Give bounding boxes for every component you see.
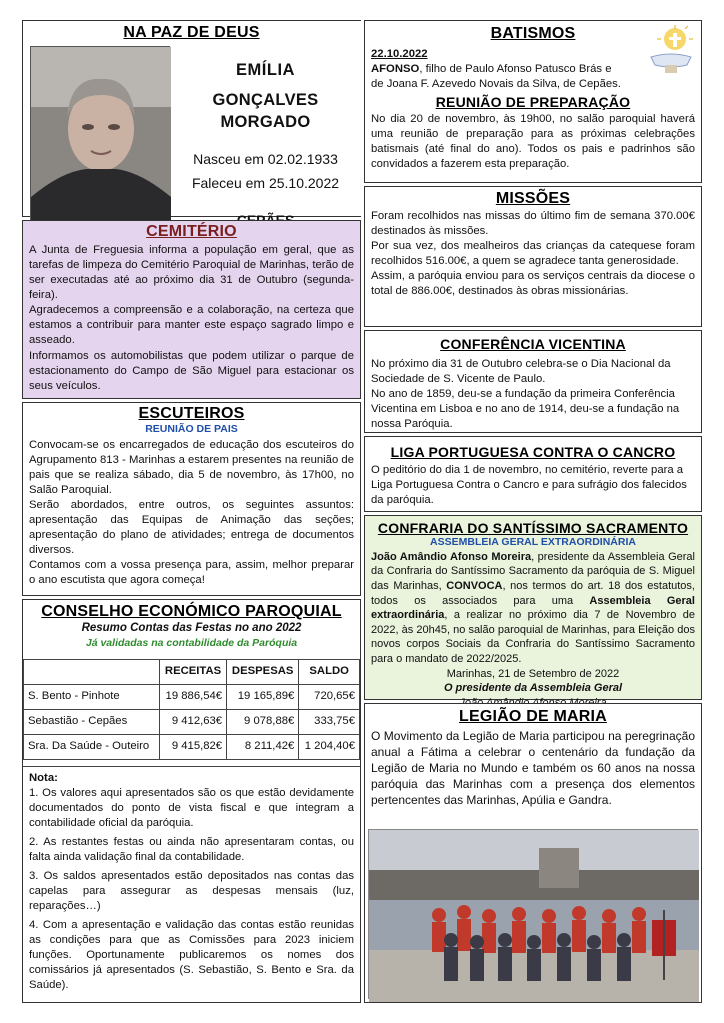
portrait-image — [31, 47, 171, 229]
baptism-name: AFONSO — [371, 63, 420, 76]
table-cell: 9 412,63€ — [160, 709, 227, 734]
vincentian-paragraph: No ano de 1859, deu-se a fundação da primeira Conferência Vicentina em Lisboa e no ano de 1914, deu-se a fundação na nossa Paróquia. — [371, 388, 680, 431]
table-row — [24, 709, 360, 734]
note-title: Nota: — [29, 771, 58, 784]
cemetery-paragraph: Agradecemos a compreensão e a colaboração, na certeza que estamos a contribuir para manter este espaço sagrado limpo e asseado. — [29, 304, 354, 347]
baptism-font-icon — [645, 25, 695, 75]
baptism-date: 22.10.2022 — [371, 48, 428, 61]
note-item: 1. Os valores aqui apresentados são os que estão devidamente documentados do ponto de vista fiscal e que integram a contabilidade oficial da paróquia. — [29, 786, 354, 829]
table-row — [24, 734, 360, 759]
scouts-box — [22, 402, 361, 596]
missions-paragraph: Por sua vez, dos mealheiros das crianças da catequese foram recolhidos 516.00€, a quem se agradece tanta generosidade. — [371, 240, 695, 268]
prep-meeting-text: No dia 20 de novembro, às 19h00, no salão paroquial haverá uma reunião de preparação para as próximas celebrações batismais (até final do ano). Todos os pais e padrinhos são convidados a fazerem esta preparação. — [371, 112, 695, 170]
table-cell: Sebastião - Cepães — [24, 709, 160, 734]
council-box — [22, 599, 361, 1003]
confraria-date: Marinhas, 21 de Setembro de 2022 — [446, 667, 620, 680]
table-cell: S. Bento - Pinhote — [24, 684, 160, 709]
deceased-last-name: GONÇALVES MORGADO — [212, 90, 319, 131]
cemetery-box — [22, 220, 361, 399]
table-cell: Sra. Da Saúde - Outeiro — [24, 734, 160, 759]
note-item: 4. Com a apresentação e validação das contas estão reunidas as condições para que as Comissões para 2023 iniciem funções. Oportunamente publicaremos os nomes dos comissários já apresentados (S. Sebastião, S. Bento e Sra. da Saúde). — [29, 918, 354, 991]
confraria-convoca: CONVOCA — [446, 579, 503, 592]
table-cell: 333,75€ — [299, 709, 360, 734]
table-cell: 19 886,54€ — [160, 684, 227, 709]
cancer-league-box — [364, 436, 702, 512]
legion-text: O Movimento da Legião de Maria participou na peregrinação anual a Fátima a celebrar o centenário da fundação da Legião de Maria no Mundo e também os 60 anos na nossa paróquia das Marinhas com a presença dos elementos pertencentes das Marinhas, Apúlia e Gandra. — [371, 729, 695, 808]
accounts-table — [23, 659, 360, 760]
baptisms-box — [364, 20, 702, 183]
legion-box — [364, 703, 702, 1003]
council-subtitle-validated: Já validadas na contabilidade da Paróquia — [85, 636, 298, 649]
scouts-title: ESCUTEIROS — [138, 405, 245, 422]
scouts-paragraph: Contamos com a vossa presença para, assim, melhor preparar o ano escutista que agora começa! — [29, 559, 354, 587]
council-subtitle: Resumo Contas das Festas no ano 2022 — [81, 622, 302, 635]
cancer-league-text: O peditório do dia 1 de novembro, no cemitério, reverte para a Liga Portuguesa Contra o Cancro e para sufrágio dos falecidos da paróquia. — [371, 464, 687, 507]
table-cell: 720,65€ — [299, 684, 360, 709]
cemetery-title: CEMITÉRIO — [146, 223, 237, 240]
table-cell: 19 165,89€ — [227, 684, 299, 709]
deceased-first-name: EMÍLIA — [236, 61, 295, 79]
cemetery-paragraph: A Junta de Freguesia informa a população em geral, que as tarefas de limpeza do Cemitério Paroquial de Marinhas, terão de ser executadas até ao próximo dia 31 de Outubro (segunda-feira). — [29, 244, 354, 302]
table-header: RECEITAS — [160, 659, 227, 684]
table-header-row — [24, 659, 360, 684]
obituary-title: NA PAZ DE DEUS — [123, 24, 260, 41]
group-photo-image — [369, 830, 699, 1002]
cancer-league-title: LIGA PORTUGUESA CONTRA O CANCRO — [390, 444, 676, 460]
obituary-box — [22, 20, 361, 217]
confraria-text: , a realizar no próximo dia 7 de Novembro de 2022, às 20h45, no salão paroquial de Marinhas, para Eleição dos novos corpos Sociais da Confraria do Santíssimo Sacramento para o mandato de 2022/2025. — [371, 609, 695, 666]
death-date: Faleceu em 25.10.2022 — [191, 175, 340, 192]
birth-date: Nasceu em 02.02.1933 — [193, 150, 338, 167]
table-row — [24, 684, 360, 709]
vincentian-box — [364, 330, 702, 433]
missions-paragraph: Assim, a paróquia enviou para os serviços centrais da diocese o total de 886.00€, destinados às obras missionárias. — [371, 270, 695, 298]
baptism-text: , filho de Paulo Afonso Patusco Brás e de Joana F. Azevedo Novais da Silva, de Cepães. — [371, 63, 621, 91]
obituary-info — [172, 60, 359, 230]
deceased-photo — [30, 46, 170, 228]
table-cell: 9 078,88€ — [227, 709, 299, 734]
confraria-notice — [371, 550, 695, 667]
scouts-paragraph: Serão abordados, entre outros, os seguintes assuntos: apresentação das Equipas de Animação das seções; apresentação do plano de atividades; entrega de documentos diversos. — [29, 499, 354, 557]
vincentian-title: CONFERÊNCIA VICENTINA — [440, 336, 626, 352]
confraria-title: CONFRARIA DO SANTÍSSIMO SACRAMENTO — [377, 520, 689, 536]
scouts-paragraph: Convocam-se os encarregados de educação dos escuteiros do Agrupamento 813 - Marinhas a estarem presentes na reunião de pais que se realiza sábado, dia 5 de novembro, às 17h00, no Salão Paroquial. — [29, 438, 354, 497]
note-item: 2. As restantes festas ou ainda não apresentaram contas, ou falta ainda validação final da contabilidade. — [29, 835, 354, 863]
table-cell: 1 204,40€ — [299, 734, 360, 759]
table-header: SALDO — [299, 659, 360, 684]
confraria-president-name: João Amândio Afonso Moreira — [371, 550, 532, 563]
confraria-assembly: Assembleia Geral extraordinária — [371, 594, 695, 622]
missions-box — [364, 186, 702, 327]
prep-meeting-title: REUNIÃO DE PREPARAÇÃO — [435, 94, 631, 111]
legion-title: LEGIÃO DE MARIA — [459, 708, 607, 725]
cemetery-paragraph: Informamos os automobilistas que podem utilizar o parque de estacionamento do Campo de São Miguel para estacionar os seus veículos. — [29, 349, 354, 392]
table-cell: 9 415,82€ — [160, 734, 227, 759]
table-header: DESPESAS — [227, 659, 299, 684]
scouts-subtitle: REUNIÃO DE PAIS — [145, 423, 238, 436]
note-item: 3. Os saldos apresentados estão depositados nas contas das capelas para assegurar as despesas mensais (luz, reparações…) — [29, 869, 354, 912]
council-title: CONSELHO ECONÓMICO PAROQUIAL — [41, 603, 342, 620]
baptisms-title: BATISMOS — [490, 25, 576, 42]
vincentian-paragraph: No próximo dia 31 de Outubro celebra-se o Dia Nacional da Sociedade de S. Vicente de Paulo. — [371, 358, 671, 386]
table-header — [24, 659, 160, 684]
confraria-sign-title: O presidente da Assembleia Geral — [443, 682, 623, 695]
confraria-text: , nos termos do art. 18 dos estatutos, todos os associados para uma — [371, 579, 695, 607]
confraria-text: , presidente da Assembleia Geral da Confraria do Santíssimo Sacramento da paróquia de S. Miguel das Marinhas, — [371, 550, 695, 592]
confraria-box — [364, 515, 702, 700]
group-photo — [368, 829, 698, 999]
table-cell: 8 211,42€ — [227, 734, 299, 759]
missions-paragraph: Foram recolhidos nas missas do último fim de semana 370.00€ destinados às missões. — [371, 210, 695, 238]
confraria-subtitle: ASSEMBLEIA GERAL EXTRAORDINÁRIA — [430, 536, 636, 549]
missions-title: MISSÕES — [495, 190, 571, 207]
